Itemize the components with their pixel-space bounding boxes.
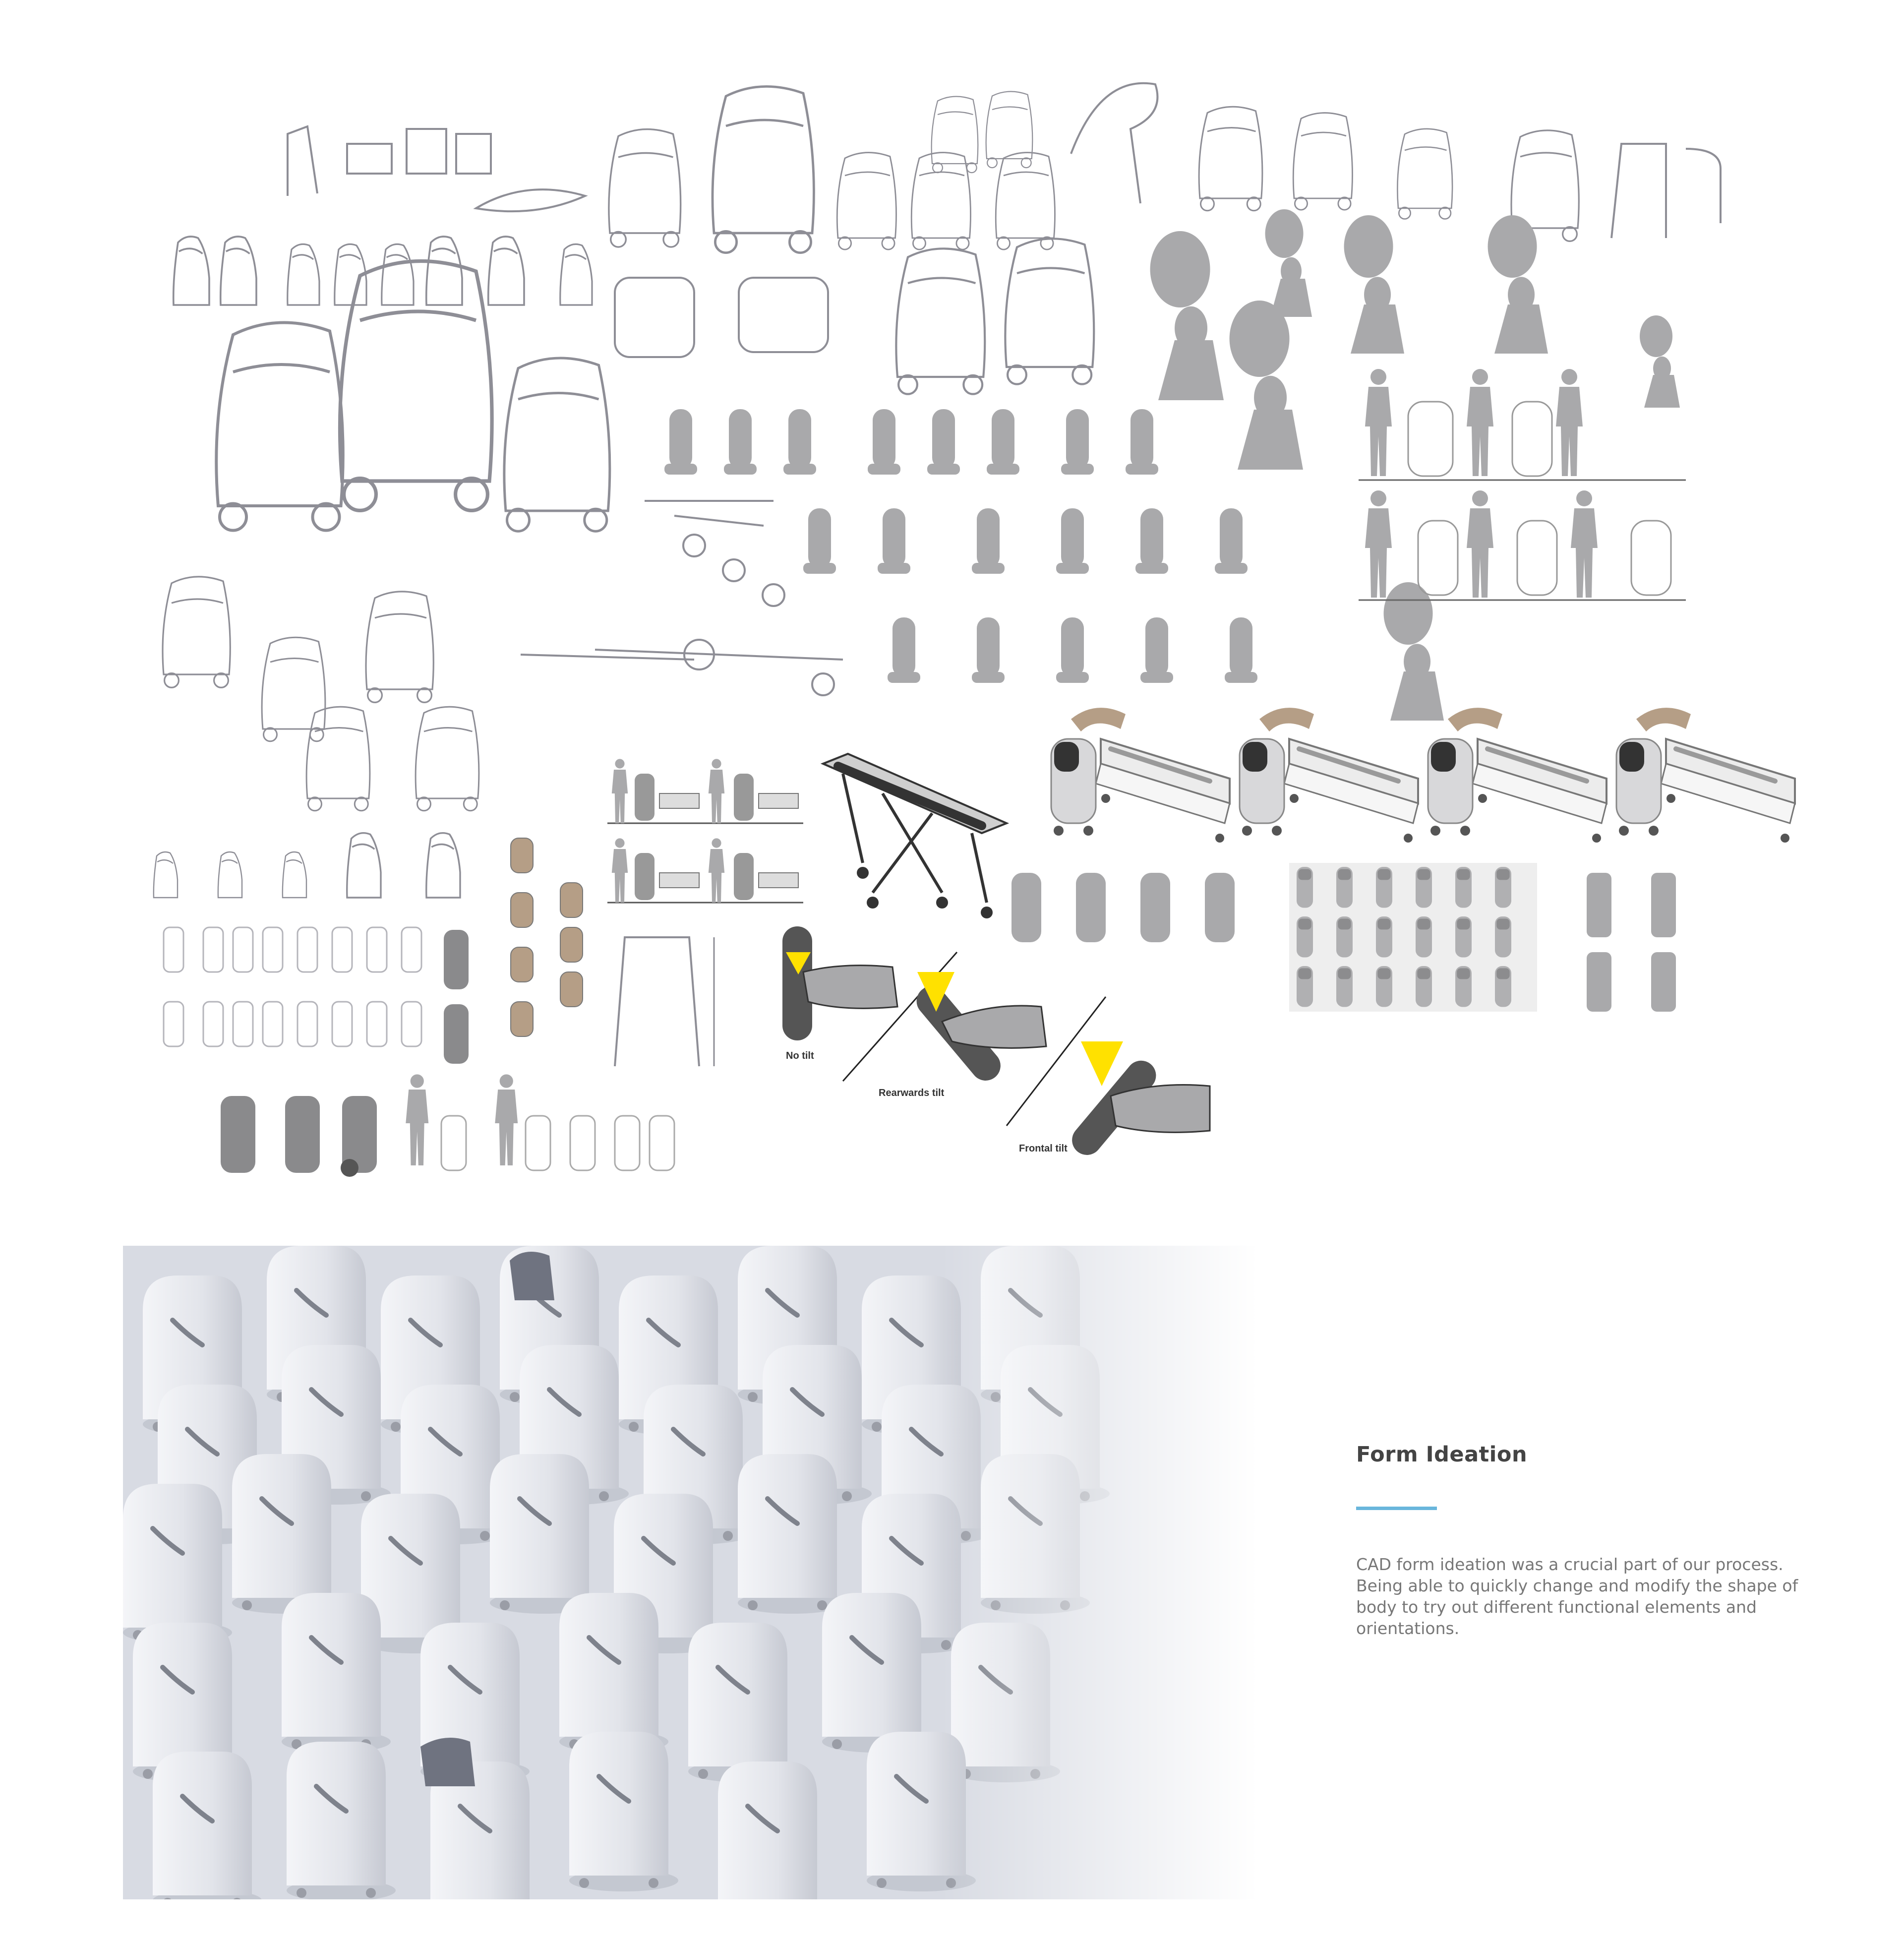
tilt-diagram-rearwards — [910, 972, 1046, 1087]
sketch-lower-left — [154, 501, 843, 898]
sketch-carts-top — [609, 83, 1721, 253]
gray-side-profiles — [1587, 873, 1676, 1012]
tilt-diagram-frontal — [1066, 1041, 1210, 1161]
gray-silhouette-studies — [664, 209, 1680, 721]
tilt-label-rearwards: Rearwards tilt — [879, 1088, 945, 1098]
stretcher-illustration — [823, 754, 1007, 918]
title-accent-line — [1356, 1507, 1437, 1510]
gray-body-row-bottom — [221, 1074, 674, 1177]
sketch-vertical-strip — [511, 838, 583, 1036]
tilt-diagram-no-tilt — [782, 926, 897, 1040]
section-body-text: CAD form ideation was a crucial part of our process. Being able to quickly change and modify the shape of body to try out different functional elements and orientations. — [1356, 1555, 1798, 1638]
sketch-row-profiles — [174, 126, 592, 305]
bed-scene-row — [1051, 708, 1795, 843]
sketch-thumbnail-grid — [164, 927, 421, 1046]
gray-unit-variants — [1012, 873, 1235, 942]
human-scale-studies — [1359, 369, 1686, 600]
tilt-label-no-tilt: No tilt — [786, 1050, 814, 1061]
bed-height-studies — [607, 759, 803, 903]
sketch-carts-large — [216, 239, 1094, 531]
cad-unit-grid — [1289, 863, 1537, 1012]
cad-render-grid-image — [123, 1246, 1258, 1899]
tilt-label-frontal: Frontal tilt — [1019, 1143, 1068, 1154]
section-title: Form Ideation — [1356, 1442, 1528, 1467]
